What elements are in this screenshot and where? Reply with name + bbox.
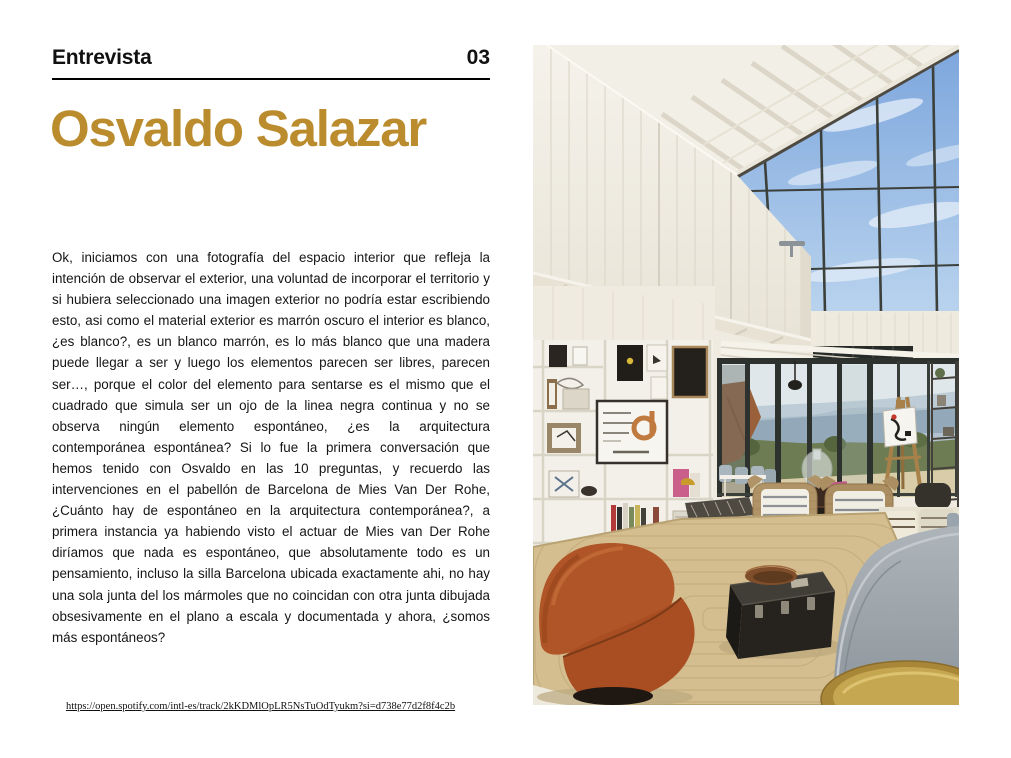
page-number: 03 [466, 46, 490, 69]
page-header [52, 46, 490, 80]
spotify-link[interactable]: https://open.spotify.com/intl-es/track/2kKDMlOpLR5NsTuOdTyukm?si=d738e77d2f8f4c2b [66, 701, 456, 712]
interior-photo [533, 45, 959, 705]
page-title: Osvaldo Salazar [50, 100, 427, 157]
mezzanine-handrail [779, 241, 805, 246]
section-label: Entrevista [52, 46, 152, 69]
article-paragraph: Ok, iniciamos con una fotografía del espacio interior que refleja la intención de observar el exterior, una voluntad de incorporar el territorio y si hubiera seleccionado una imagen exterior no podría estar escribiendo esto, asi como el material exterior es marrón oscuro el interior es blanco, ¿es blanco?, es un blanco marrón, es lo más blanco que una madera puede llegar a ser y luego los elementos parecen ser libres, parecen ser…, porque el color del elemento para sentarse es el mismo que el cuadrado que simula ser un ojo de la linea negra continua y no se observa ningún elemento espontáneo, ¿es la arquitectura contemporánea espontánea? Si lo fue la primera conversación que hemos tenido con Osvaldo en las 10 preguntas, y recuerdo las intervenciones en el pabellón de Barcelona de Mies Van Der Rohe, ¿Cuánto hay de espontáneo en la arquitectura contemporánea?, a primera instancia ya habiendo visto el actuar de Mies van Der Rohe diríamos que nada es espontáneo, que absolutamente todo es un pensamiento, incluso la silla Barcelona ubicada exactamente ahi, no hay una sola junta del los mármoles que no coincidan con otra junta dibujada obsesivamente en el plano a escala y documentada y ahora, ¿somos más espontáneos? [52, 250, 490, 645]
typography-poster [597, 401, 667, 463]
